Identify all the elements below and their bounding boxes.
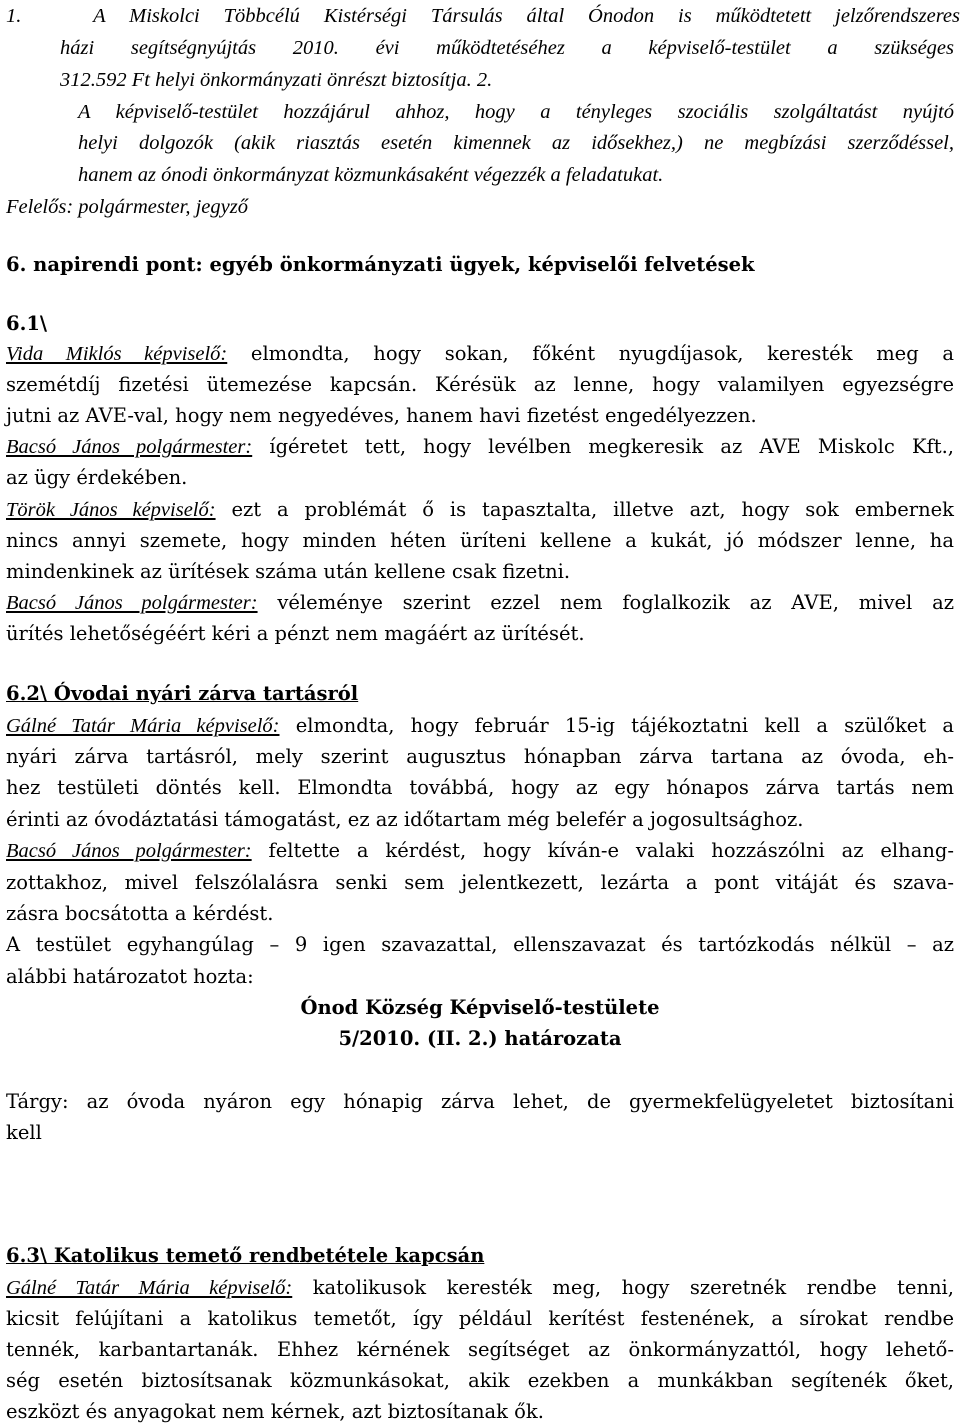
- list-item-1-line-3: 312.592 Ft helyi önkormányzati önrészt biztosítja. 2.: [60, 69, 493, 91]
- s63-line-5: eszközt és anyagokat nem kérnek, azt biztosítanak ők.: [6, 1400, 544, 1423]
- section-6-2-heading: 6.2\ Óvodai nyári zárva tartásról: [6, 682, 359, 705]
- resolution-subject-line-1: Tárgy: az óvoda nyáron egy hónapig zárva lehet, de gyermekfelügyeletet biztosítani: [6, 1090, 954, 1113]
- section-6-3-heading: 6.3\ Katolikus temető rendbetétele kapcsán: [6, 1244, 485, 1267]
- resolution-title-2: 5/2010. (II. 2.) határozata: [338, 1027, 622, 1050]
- s61-line-1: Vida Miklós képviselő: elmondta, hogy sokan, főként nyugdíjasok, keresték meg a: [6, 342, 954, 365]
- s61-line-10: ürítés lehetőségéért kéri a pénzt nem magáért az ürítését.: [6, 622, 585, 645]
- list-number: 2.: [476, 69, 493, 91]
- s63-line-4: ség esetén biztosítsanak közmunkásokat, akik ezekben a munkákban segítenék őket,: [6, 1369, 954, 1392]
- s62-line-8: A testület egyhangúlag – 9 igen szavazattal, ellenszavazat és tartózkodás nélkül – az: [6, 933, 954, 956]
- s62-line-1: Gálné Tatár Mária képviselő: elmondta, hogy február 15-ig tájékoztatni kell a szülőket a: [6, 714, 954, 737]
- speaker-name: Bacsó János polgármester:: [6, 592, 258, 614]
- resolution-subject-line-2: kell: [6, 1121, 42, 1144]
- s62-line-6: zottakhoz, mivel felszólalásra senki sem jelentkezett, lezárta a pont vitáját és szava-: [6, 871, 954, 894]
- speaker-name: Török János képviselő:: [6, 499, 216, 521]
- list-item-1-line-2: házi segítségnyújtás 2010. évi működtetéséhez a képviselő-testület a szükséges: [60, 37, 954, 59]
- s62-line-7: zásra bocsátotta a kérdést.: [6, 902, 274, 925]
- s61-line-4: Bacsó János polgármester: ígéretet tett, hogy levélben megkeresik az AVE Miskolc Kft.,: [6, 435, 954, 458]
- s61-line-6: Török János képviselő: ezt a problémát ő is tapasztalta, illetve azt, hogy sok embernek: [6, 498, 954, 521]
- speaker-name: Vida Miklós képviselő:: [6, 343, 228, 365]
- s61-line-7: nincs annyi szemete, hogy minden héten üríteni kellene a kukát, jó módszer lenne, ha: [6, 529, 954, 552]
- list-item-1-line-1: 1. A Miskolci Többcélú Kistérségi Társulás által Ónodon is működtetett jelzőrendszeres: [6, 5, 960, 27]
- agenda-heading: 6. napirendi pont: egyéb önkormányzati ügyek, képviselői felvetések: [6, 253, 755, 276]
- s62-line-5: Bacsó János polgármester: feltette a kérdést, hogy kíván-e valaki hozzászólni az elhang-: [6, 839, 954, 862]
- resolution-title-1: Ónod Község Képviselő-testülete: [300, 996, 660, 1019]
- s61-line-3: jutni az AVE-val, hogy nem negyedéves, hanem havi fizetést engedélyezzen.: [6, 404, 757, 427]
- speaker-name: Bacsó János polgármester:: [6, 840, 252, 862]
- s61-line-5: az ügy érdekében.: [6, 466, 188, 489]
- s62-line-2: nyári zárva tartásról, mely szerint augusztus hónapban zárva tartana az óvoda, eh-: [6, 745, 954, 768]
- s62-line-9: alábbi határozatot hozta:: [6, 965, 254, 988]
- list-item-2-line-1: A képviselő-testület hozzájárul ahhoz, hogy a tényleges szociális szolgáltatást nyújtó: [78, 101, 954, 123]
- s63-line-1: Gálné Tatár Mária képviselő: katolikusok keresték meg, hogy szeretnék rendbe tenni,: [6, 1276, 954, 1299]
- s61-line-8: mindenkinek az ürítések száma után kellene csak fizetni.: [6, 560, 571, 583]
- speaker-name: Bacsó János polgármester:: [6, 436, 253, 458]
- list-item-2-line-3: hanem az ónodi önkormányzat közmunkásaként végezzék a feladatukat.: [78, 164, 664, 186]
- responsible-line: Felelős: polgármester, jegyző: [6, 196, 248, 218]
- speaker-name: Gálné Tatár Mária képviselő:: [6, 715, 280, 737]
- s63-line-2: kicsit felújítani a katolikus temetőt, így például kerítést festenének, a sírokat rendbe: [6, 1307, 954, 1330]
- list-number: 1.: [6, 5, 22, 27]
- s62-line-4: érinti az óvodáztatási támogatást, ez az időtartam még belefér a jogosultsághoz.: [6, 808, 804, 831]
- s63-line-3: tennék, karbantartanák. Ehhez kérnének segítséget az önkormányzattól, hogy lehető-: [6, 1338, 954, 1361]
- s62-line-3: hez testületi döntés kell. Elmondta továbbá, hogy az egy hónapos zárva tartás nem: [6, 776, 954, 799]
- section-6-1-number: 6.1\: [6, 312, 48, 335]
- s61-line-9: Bacsó János polgármester: véleménye szerint ezzel nem foglalkozik az AVE, mivel az: [6, 591, 954, 614]
- list-item-2-line-2: helyi dolgozók (akik riasztás esetén kimennek az idősekhez,) ne megbízási szerződéssel,: [78, 132, 954, 154]
- s61-line-2: szemétdíj fizetési ütemezése kapcsán. Kérésük az lenne, hogy valamilyen egyezségre: [6, 373, 954, 396]
- speaker-name: Gálné Tatár Mária képviselő:: [6, 1277, 293, 1299]
